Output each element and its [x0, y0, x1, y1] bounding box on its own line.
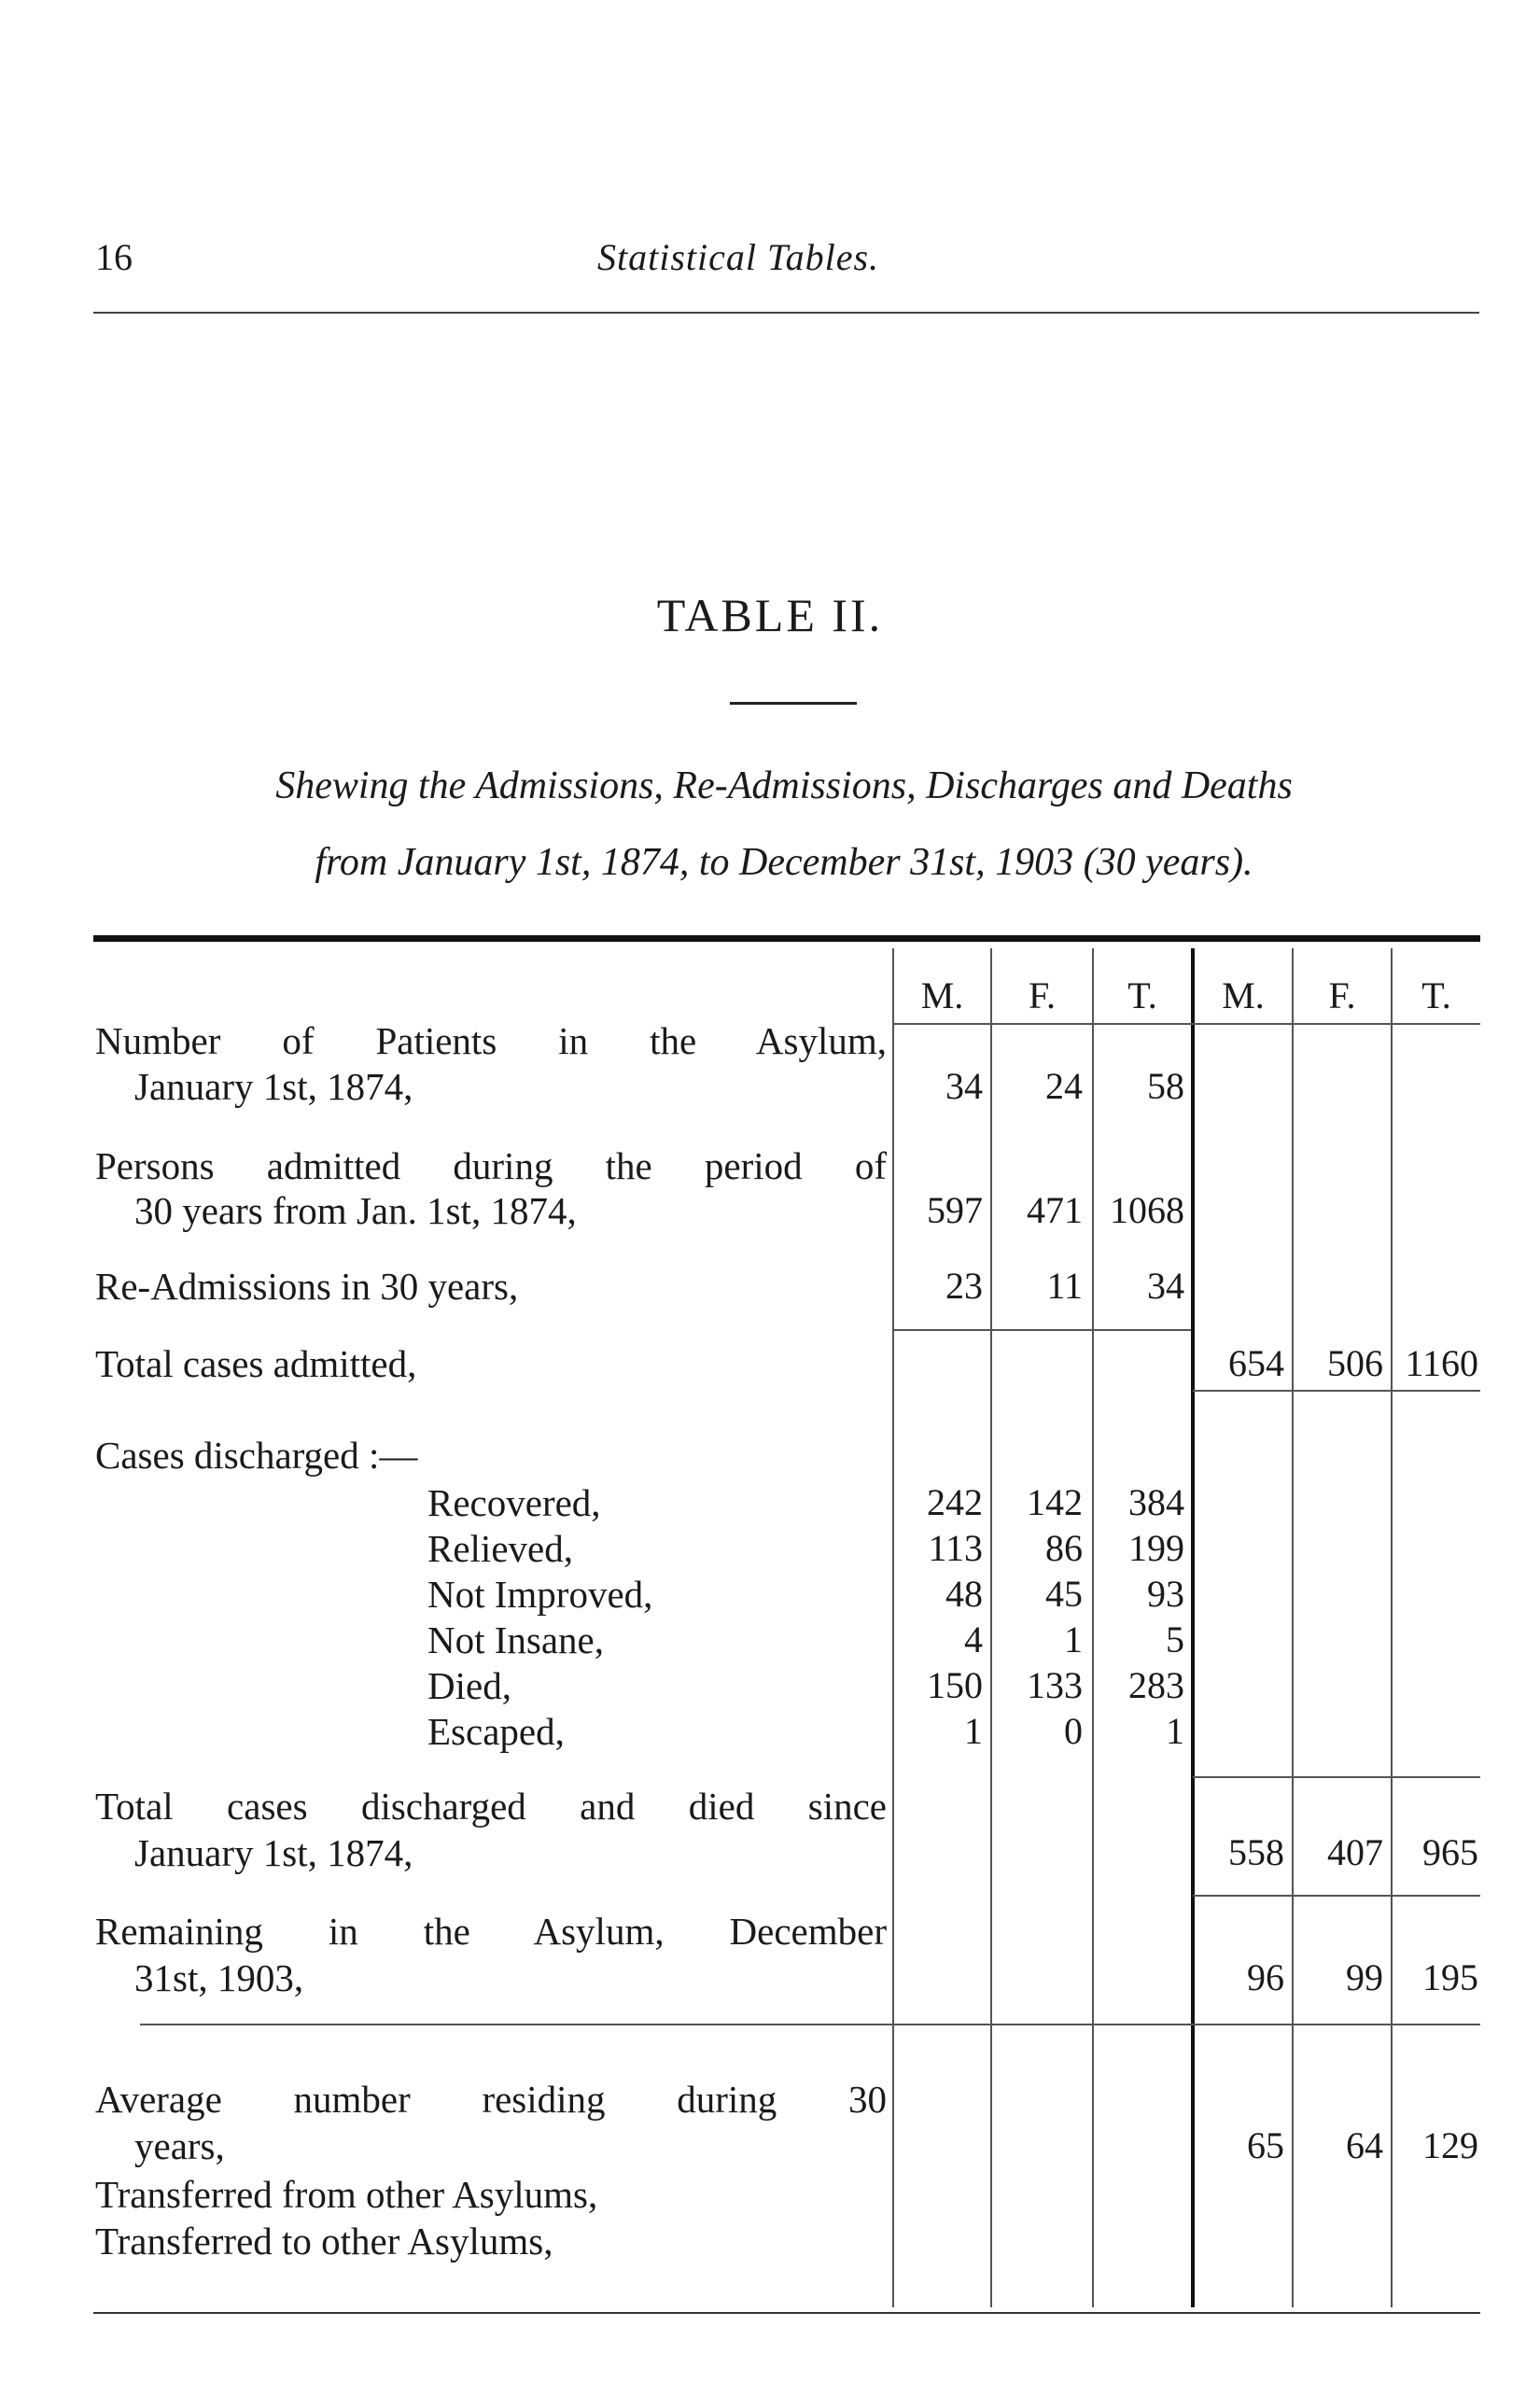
- table-bottom-rule: [93, 2312, 1480, 2314]
- column-header-m: M.: [920, 974, 964, 1016]
- subtotal-rule: [894, 1329, 1191, 1331]
- cell-m: 242: [927, 1481, 983, 1523]
- column-divider: [1292, 948, 1294, 2307]
- cell-t: 384: [1128, 1481, 1184, 1523]
- column-header-t: T.: [1127, 974, 1157, 1016]
- cell-t: 5: [1166, 1618, 1184, 1660]
- cell-t: 93: [1147, 1573, 1184, 1615]
- cell-f-total: 64: [1346, 2124, 1383, 2166]
- cell-m-total: 96: [1247, 1956, 1284, 1998]
- cell-t: 1068: [1110, 1189, 1184, 1231]
- discharge-label: Recovered,: [427, 1481, 601, 1524]
- row-label: January 1st, 1874,: [134, 1065, 413, 1108]
- cell-m-total: 558: [1228, 1831, 1284, 1873]
- column-header-f-total: F.: [1328, 974, 1356, 1016]
- header-underline: [894, 1023, 1480, 1025]
- cell-t-total: 1160: [1405, 1342, 1478, 1384]
- cell-f: 11: [1046, 1265, 1083, 1307]
- cell-t-total: 195: [1422, 1956, 1478, 1998]
- discharge-label: Relieved,: [427, 1527, 573, 1570]
- table-title: TABLE II.: [656, 589, 884, 641]
- cell-m: 23: [945, 1265, 983, 1307]
- cell-t: 199: [1128, 1527, 1184, 1569]
- cell-m: 1: [964, 1710, 983, 1752]
- cell-m: 113: [928, 1527, 983, 1569]
- cell-f: 45: [1045, 1573, 1083, 1615]
- discharge-label: Died,: [427, 1664, 511, 1707]
- cell-f: 0: [1064, 1710, 1083, 1752]
- cell-m-total: 65: [1247, 2124, 1284, 2166]
- cell-m: 150: [927, 1664, 983, 1706]
- cell-f: 142: [1027, 1481, 1083, 1523]
- cell-t: 283: [1128, 1664, 1184, 1706]
- cell-m: 4: [964, 1618, 983, 1660]
- row-label: Remaining in the Asylum, December: [95, 1910, 887, 1953]
- row-label: years,: [134, 2124, 225, 2167]
- table-subtitle-line-1: Shewing the Admissions, Re-Admissions, Discharges and Deaths: [275, 764, 1293, 807]
- column-header-f: F.: [1028, 974, 1057, 1016]
- row-label: Transferred to other Asylums,: [95, 2220, 553, 2263]
- cell-f: 1: [1064, 1618, 1083, 1660]
- title-rule: [730, 702, 857, 705]
- cell-f: 133: [1027, 1664, 1083, 1706]
- section-label: Cases discharged :—: [95, 1434, 418, 1477]
- header-rule: [93, 312, 1479, 314]
- page-number: 16: [95, 236, 133, 278]
- row-label: 31st, 1903,: [134, 1956, 304, 1999]
- column-header-t-total: T.: [1421, 974, 1451, 1016]
- row-label: Persons admitted during the period of: [95, 1144, 887, 1187]
- cell-m: 34: [945, 1065, 983, 1107]
- row-label: Average number residing during 30: [95, 2078, 887, 2121]
- cell-f-total: 99: [1346, 1956, 1383, 1998]
- cell-t: 1: [1166, 1710, 1184, 1752]
- row-label: 30 years from Jan. 1st, 1874,: [134, 1189, 577, 1232]
- cell-m: 597: [927, 1189, 983, 1231]
- subtotal-rule: [1193, 1776, 1480, 1778]
- cell-m: 48: [945, 1573, 983, 1615]
- section-rule: [140, 2024, 1480, 2025]
- column-divider-thick: [1191, 948, 1195, 2307]
- row-label: Transferred from other Asylums,: [95, 2173, 598, 2216]
- row-label: January 1st, 1874,: [134, 1831, 413, 1874]
- row-label: Number of Patients in the Asylum,: [95, 1019, 887, 1062]
- cell-t: 34: [1147, 1265, 1184, 1307]
- cell-f-total: 506: [1327, 1342, 1383, 1384]
- discharge-label: Not Insane,: [427, 1618, 605, 1661]
- cell-t: 58: [1147, 1065, 1184, 1107]
- row-label: Re-Admissions in 30 years,: [95, 1265, 519, 1308]
- total-rule: [1193, 1390, 1480, 1392]
- discharge-label: Escaped,: [427, 1710, 565, 1753]
- cell-f: 24: [1045, 1065, 1083, 1107]
- cell-t-total: 129: [1422, 2124, 1478, 2166]
- cell-t-total: 965: [1422, 1831, 1478, 1873]
- column-header-m-total: M.: [1222, 974, 1265, 1016]
- cell-m-total: 654: [1228, 1342, 1284, 1384]
- table-subtitle-line-2: from January 1st, 1874, to December 31st, 1903 (30 years).: [315, 841, 1253, 884]
- discharge-label: Not Improved,: [427, 1573, 653, 1616]
- row-label: Total cases admitted,: [95, 1342, 417, 1385]
- cell-f: 471: [1027, 1189, 1083, 1231]
- cell-f-total: 407: [1327, 1831, 1383, 1873]
- table-top-rule: [93, 935, 1480, 942]
- total-rule: [1193, 1895, 1480, 1897]
- running-title: Statistical Tables.: [597, 236, 880, 278]
- cell-f: 86: [1045, 1527, 1083, 1569]
- row-label: Total cases discharged and died since: [95, 1785, 887, 1828]
- column-divider: [1391, 948, 1393, 2307]
